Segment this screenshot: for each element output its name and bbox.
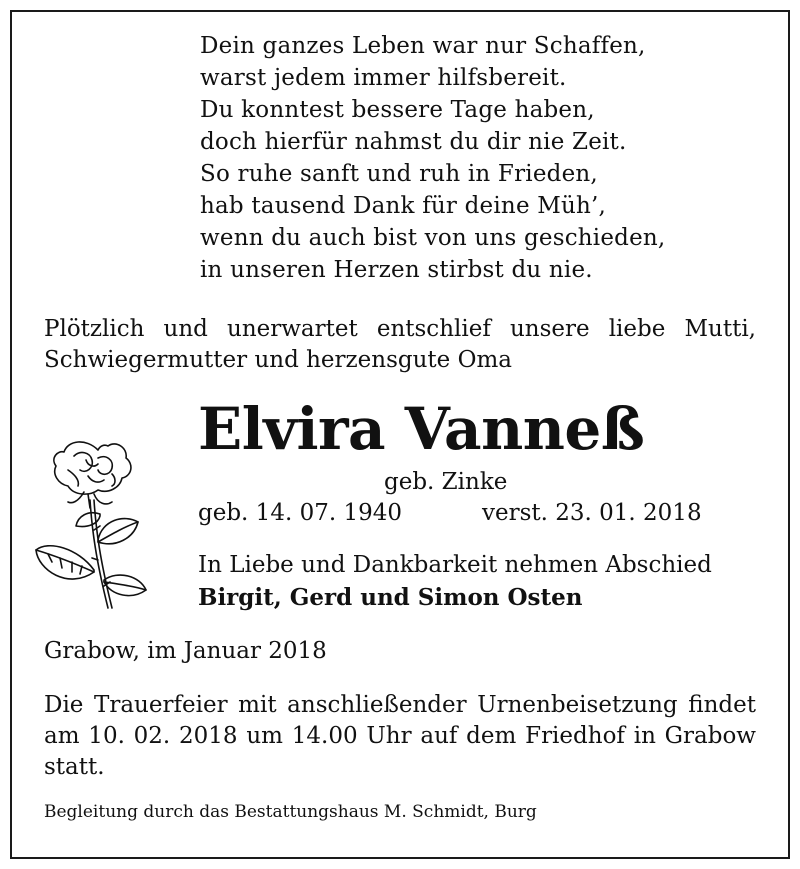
poem-line: Du konntest bessere Tage haben, bbox=[200, 97, 595, 123]
poem-line: wenn du auch bist von uns geschieden, bbox=[200, 225, 666, 251]
announcement-intro bbox=[44, 314, 756, 376]
intro-line: Schwiegermutter und herzensgute Oma bbox=[44, 347, 512, 373]
rose-icon bbox=[28, 430, 193, 615]
poem-line: in unseren Herzen stirbst du nie. bbox=[200, 257, 593, 283]
deceased-name: Elvira Vanneß bbox=[198, 395, 645, 463]
place-date: Grabow, im Januar 2018 bbox=[44, 638, 327, 664]
ceremony-notice bbox=[44, 690, 756, 783]
intro-line: Plötzlich und unerwartet entschlief unsere liebe Mutti, bbox=[44, 316, 756, 342]
ceremony-line: statt. bbox=[44, 754, 105, 780]
ceremony-line: Die Trauerfeier mit anschließender Urnenbeisetzung findet bbox=[44, 692, 756, 718]
farewell-text: In Liebe und Dankbarkeit nehmen Abschied bbox=[198, 552, 712, 578]
poem-line: warst jedem immer hilfsbereit. bbox=[200, 65, 567, 91]
ceremony-line: am 10. 02. 2018 um 14.00 Uhr auf dem Friedhof in Grabow bbox=[44, 723, 756, 749]
undertaker-note: Begleitung durch das Bestattungshaus M. Schmidt, Burg bbox=[44, 802, 537, 822]
memorial-poem bbox=[200, 30, 665, 286]
poem-line: hab tausend Dank für deine Müh’, bbox=[200, 193, 607, 219]
poem-line: Dein ganzes Leben war nur Schaffen, bbox=[200, 33, 646, 59]
poem-line: So ruhe sanft und ruh in Frieden, bbox=[200, 161, 598, 187]
birth-name: geb. Zinke bbox=[384, 469, 508, 495]
death-date: verst. 23. 01. 2018 bbox=[482, 500, 702, 526]
birth-date: geb. 14. 07. 1940 bbox=[198, 500, 402, 526]
poem-line: doch hierfür nahmst du dir nie Zeit. bbox=[200, 129, 627, 155]
mourners-names: Birgit, Gerd und Simon Osten bbox=[198, 584, 583, 611]
